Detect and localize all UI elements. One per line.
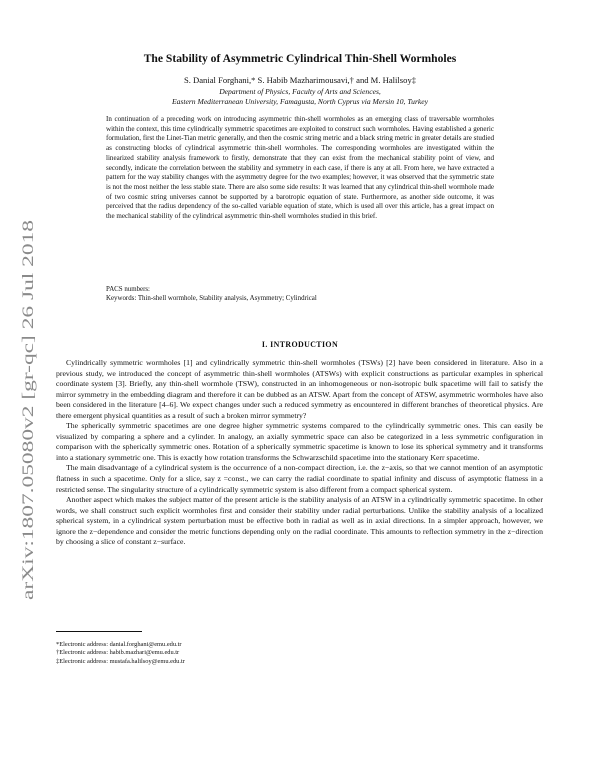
abstract: In continuation of a preceding work on introducing asymmetric thin-shell wormholes as an emerging class of traversable wormholes within the context, this time cylindrically symmetric spacetimes are exploited to construct such wormholes. Having established a generic formulation, first the Linet-Tian metric generally, and then the cosmic string metric and a black string metric in greater details are studied as constructing blocks of cylindrical asymmetric thin-shell wormholes. The corresponding wormholes are investigated within the linearized stability analysis framework to firstly, demonstrate that they can exist from the mechanical stability point of view, and secondly, indicate the correlation between the stability and symmetry in each case, if there is any at all. From here, we have extracted a pattern for the way stability changes with the asymmetry degree for the two examples; however, it was observed that the symmetric state is not the most neither the less stable state. There are also some side results: It was learned that any cylindrical thin-shell wormhole made of two cosmic string universes cannot be supported by a barotropic equation of state. Furthermore, as another side outcome, it was perceived that the radius dependency of the so-called variable equation of state, which is used all over this article, has a great impact on the mechanical stability of the cylindrical asymmetric thin-shell wormholes studied in this brief. bbox=[106, 115, 494, 221]
footnote-email: †Electronic address: habib.mazhari@emu.edu.tr bbox=[56, 649, 180, 657]
affiliation-university: Eastern Mediterranean University, Famagusta, North Cyprus via Mersin 10, Turkey bbox=[171, 97, 429, 106]
footnote-divider bbox=[56, 631, 142, 632]
paragraph: The main disadvantage of a cylindrical system is the occurrence of a non-compact direction, i.e. the z−axis, so that we cannot mention of an asymptotic flatness in such a spacetime. Only for a slice, say z =const., we can carry the radial coordinate to spatial infinity and discuss of asymptotic flatness in a restricted sense. The singularity structure of a cylindrically symmetric system is also different from a compact spherical system. bbox=[56, 463, 543, 494]
pacs-keywords bbox=[106, 285, 317, 303]
keywords: Keywords: Thin-shell wormhole, Stability analysis, Asymmetry; Cylindrical bbox=[106, 295, 317, 303]
arxiv-sidebar-stamp bbox=[14, 216, 40, 600]
introduction-body bbox=[56, 358, 543, 548]
paragraph: The spherically symmetric spacetimes are one degree higher symmetric systems compared to the cylindrically symmetric ones. This can easily be visualized by comparing a sphere and a cylinder. In analogy, an axially symmetric space can also be categorized in a less symmetric configuration in comparison with the spherically symmetric ones. Rotation of a spherically symmetric spacetime is known to lose its spherical symmetry and it transforms into a stationary symmetric one. This is exactly how rotation transforms the Schwarzschild spacetime into the stationary Kerr spacetime. bbox=[56, 421, 543, 462]
footnotes bbox=[56, 641, 185, 666]
footnote-email: ‡Electronic address: mustafa.halilsoy@emu.edu.tr bbox=[56, 657, 185, 665]
arxiv-identifier: arXiv:1807.05080v2 [gr-qc] 26 Jul 2018 bbox=[19, 337, 37, 600]
footnote-email: *Electronic address: danial.forghani@emu.edu.tr bbox=[56, 641, 182, 648]
section-heading: I. INTRODUCTION bbox=[261, 340, 339, 349]
affiliation-department: Department of Physics, Faculty of Arts and Sciences, bbox=[219, 87, 381, 96]
pacs-numbers: PACS numbers: bbox=[106, 286, 150, 293]
paragraph: Another aspect which makes the subject matter of the present article is the stability analysis of an ATSW in a cylindrically symmetric spacetime. In other words, we shall construct such explicit wormholes first and consider their stability under radial perturbations. Unlike the stability analysis of a localized spherical system, in a cylindrical system perturbation must be effective both in radial as well as in axial directions. In a simpler approach, however, we ignore the z−dependence and consider the metric functions depending only on the radial coordinate. This amounts to reflection symmetry in the z−direction by choosing a slice of constant z−surface. bbox=[56, 495, 543, 547]
author-list: S. Danial Forghani,* S. Habib Mazharimousavi,† and M. Halilsoy‡ bbox=[183, 75, 417, 85]
paragraph: Cylindrically symmetric wormholes [1] and cylindrically symmetric thin-shell wormholes (TSWs) [2] have been considered in literature. Also in a previous study, we introduced the concept of asymmetric thin-shell wormholes (ATSWs) with explicit constructions as particular examples in spherical coordinate system [3]. Briefly, any thin-shell wormhole (TSW), constructed in an inhomogeneous or non-isotropic bulk spacetime will fail to satisfy the mirror symmetry in the embedding diagram and therefore it can be dubbed as an ATSW. Apart from the concept of ATSW, asymmetric wormholes have also been considered in the literature [4–6]. We expect changes under such a reduced symmetry as encountered in different branches of theoretical physics. Are there emergent physical quantities as a result of such a broken mirror symmetry? bbox=[56, 358, 543, 420]
paper-title: The Stability of Asymmetric Cylindrical Thin-Shell Wormholes bbox=[143, 52, 457, 65]
